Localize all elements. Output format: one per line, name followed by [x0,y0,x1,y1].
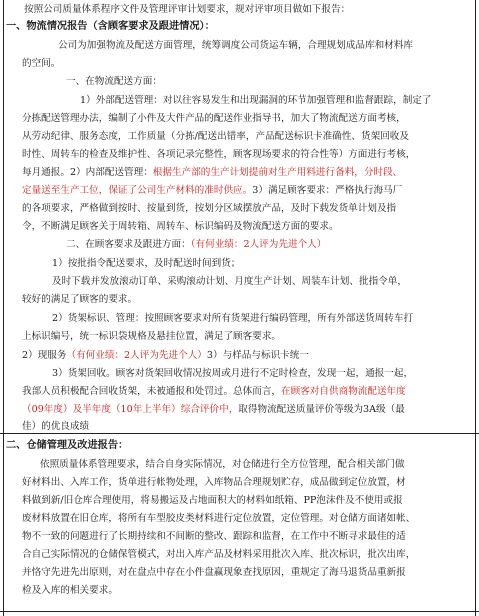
section1-heading: 一、物流情况报告（含顾客要求及跟进情况）： [6,20,215,32]
s1-item-line: 分拣配送管理办法，编制了小件及大件产品的配送作业指导书，加大了物流配送方面考核， [22,113,406,124]
s2-paragraph-line: 料做到新/旧仓库合理使用，将易搬运及占地面积大的材料如纸箱、PP泡沫件及不使用或报 [22,495,403,506]
s1-paragraph-line: 的空间。 [22,58,61,69]
s1-item-text: 2）现服务 [22,350,67,361]
s1-item-text: 3）满足顾客要求：严格执行海马厂 [252,185,403,196]
s2-paragraph-line: 物不一致的问题进行了长期持续和不间断的整改、跟踪和监督，在工作中不断寻求最佳的适 [22,531,406,542]
s1-item-line: 及时下载并发放滚动订单、采购滚动计划、月度生产计划、周装车计划、批指令单， [52,276,407,287]
s2-paragraph-line: 合自己实际情况的仓储保管模式，对出入库产品及材料采用批次入库、批次标识，批次出库， [22,549,416,560]
s1-highlight-text: （有何业绩：2人评为先进个人） [66,350,207,361]
s1-item-line: 2）货架标识、管理：按照顾客要求对所有货架进行编码管理，所有外部送货周转车打 [52,313,414,324]
s1-item-line [22,385,479,398]
s1-item-line [22,166,479,179]
s1-item-line: 的各项要求，严格做到按时、按量到货，按划分区域摆放产品，及时下载发货单计划及指 [22,203,397,214]
s2-paragraph-line: 依照质量体系管理要求，结合自身实际情况，对仓储进行全方位管理，配合相关部门做 [40,459,405,470]
table-bottom-border [0,611,479,612]
section-divider [0,433,479,434]
s2-paragraph-line: 检及入库的相关要求。 [22,585,118,596]
s1-item-line: 从劳动纪律、服务态度，工作质量（分拣/配送出错率，产品配送标识卡准确性、货架回收及 [22,131,409,142]
s1-highlight-text: （有何业绩：2人评为先进个人） [190,239,327,250]
s1-item-line: 3）货架回收。顾客对货架回收情况按周或月进行不定时检查，发现一起，通报一起， [52,368,414,379]
s2-paragraph-line: 并恪守先进先出原则，对在盘点中存在小件盘赢现象查找原因，重规定了海马退货品重新报 [22,567,406,578]
s1-item-text: 我部人员积极配合回收货架，未被通报和处罚过。总体而言， [22,386,282,397]
s1-item-line: 1）按批指令配送要求，及时配送时间到货； [52,258,241,269]
table-left-border [3,0,4,616]
s1-item-line [22,403,479,416]
s1-item-line [22,349,479,362]
s1-highlight-text: 根据生产部的生产计划提前对生产用料进行备料，分时段、 [152,167,403,178]
s1-item-line: 较好的满足了顾客的要求。 [22,294,138,305]
s1-highlight-text: 在顾客对自供商物流配送年度 [281,386,406,397]
s1-item-line: 佳）的优良成绩 [22,421,90,432]
s1-item-line: 令，不断满足顾客关于周转箱、周转车、标识编码及物流配送方面的要求。 [22,221,339,232]
s2-paragraph-line: 好材料出、入库工作，货单进行帐物处理，入库物品合理规划贮存，成品做到定位放置，材 [22,477,406,488]
s1-paragraph-line: 公司为加强物流及配送方面管理，统筹调度公司货运车辆，合理规划成品库和材料库 [58,40,413,51]
s1-subheading-2 [66,238,479,251]
s1-highlight-text: （09年度）及半年度（10年上半年）综合评价中， [22,404,239,415]
s1-item-text: 每月通报。2）内部配送管理： [22,167,153,178]
s2-paragraph-line: 废材料放置在旧仓库，将所有车型胶皮类材料进行定位放置，定位管理。对仓储方面诸如帐、 [22,513,416,524]
s1-item-text: 3）与样品与标识卡统一 [206,350,309,361]
s1-item-text: 取得物流配送质量评价等级为3A级（最 [238,404,405,415]
intro-text: 按照公司质量体系程序文件及管理评审计划要求，规对评审项目做如下报告： [24,4,351,15]
s1-item-line: 时性、周转车的检查及维护性、各项记录完整性，顾客现场要求的符合性等）方面进行考核， [22,149,416,160]
section2-heading: 二、仓储管理及改进报告： [6,439,129,451]
s1-subheading-text: 二、在顾客要求及跟进方面： [66,239,191,250]
s1-subheading-1: 一、在物流配送方面： [66,76,162,87]
s1-item-line [22,184,479,197]
s1-item-line: 1）外部配送管理：对以往容易发生和出现漏洞的环节加强管理和监督跟踪，制定了 [80,95,432,106]
s1-item-line: 上标识编号，统一标识袋规格及悬挂位置，满足了顾客要求。 [22,331,282,342]
s1-highlight-text: 定量送至生产工位，保证了公司生产材料的准时供应。 [22,185,253,196]
